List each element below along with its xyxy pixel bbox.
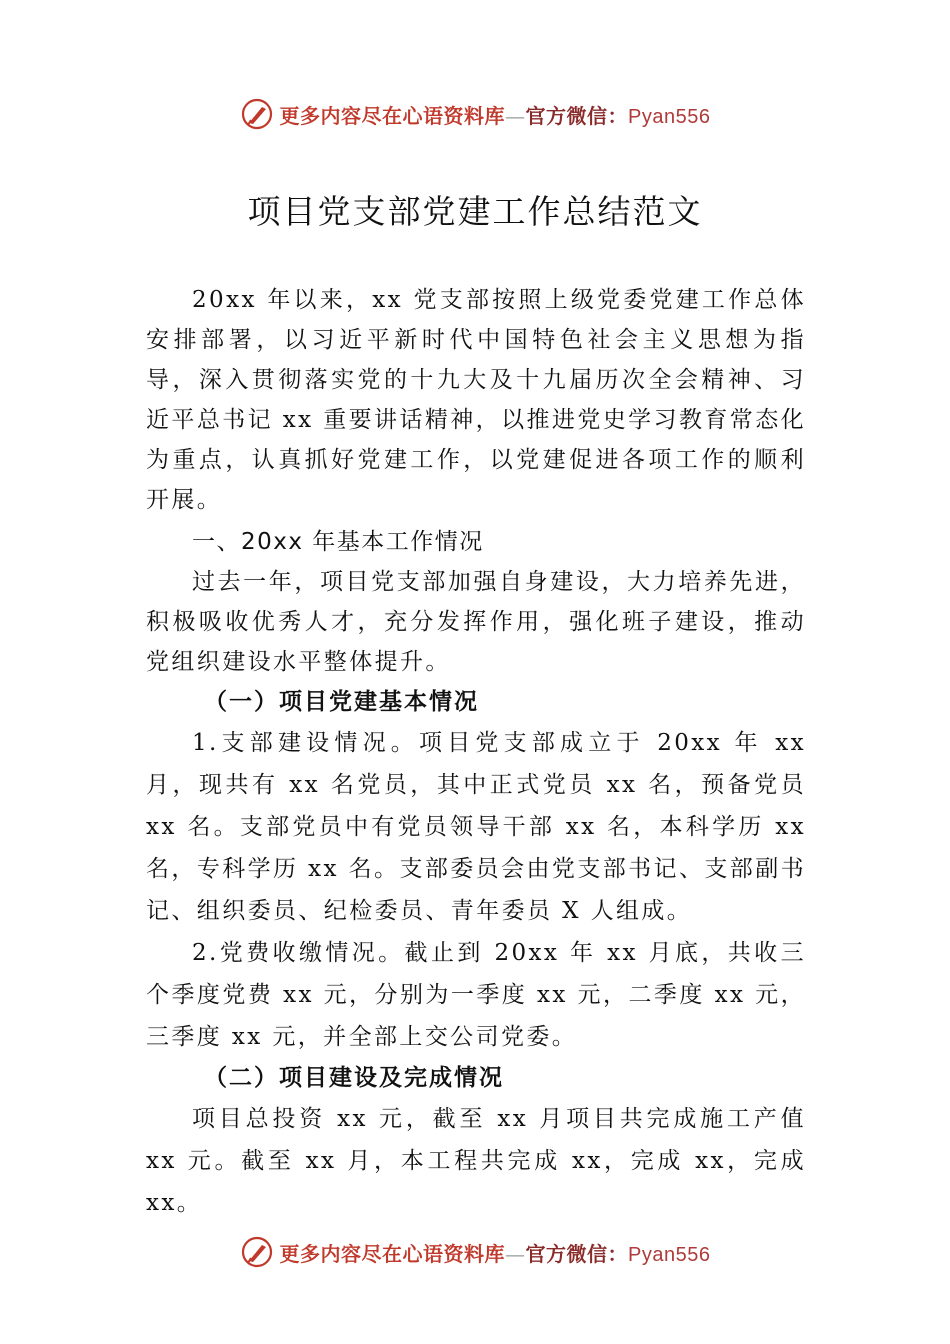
banner-separator: —	[505, 1241, 526, 1266]
banner-brand: 更多内容尽在心语资料库	[279, 103, 506, 128]
banner-wechat-label: 官方微信：	[525, 1241, 629, 1266]
paragraph-overview: 过去一年，项目党支部加强自身建设，大力培养先进，积极吸收优秀人才，充分发挥作用，强化班子建设，推动党组织建设水平整体提升。	[146, 569, 806, 675]
paragraph-branch-building: 1.支部建设情况。项目党支部成立于 20xx 年 xx 月，现共有 xx 名党员，其中正式党员 xx 名，预备党员 xx 名。支部党员中有党员领导干部 xx 名，本科学历 xx 名，专科学历 xx 名。支部委员会由党支部书记、支部副书记、组织委员、纪检委员、青年委员 X 人组成。	[146, 730, 806, 924]
document-body	[146, 280, 806, 1224]
banner-brand: 更多内容尽在心语资料库	[279, 1241, 506, 1266]
banner-text	[280, 1238, 711, 1267]
banner-wechat-id: Pyan556	[628, 105, 711, 128]
paragraph-project: 项目总投资 xx 元，截至 xx 月项目共完成施工产值 xx 元。截至 xx 月，本工程共完成 xx，完成 xx，完成 xx。	[146, 1106, 806, 1216]
heading-subsection-2: （二）项目建设及完成情况	[204, 1064, 504, 1091]
quill-pen-icon	[240, 1235, 274, 1269]
paragraph-dues: 2.党费收缴情况。截止到 20xx 年 xx 月底，共收三个季度党费 xx 元，分别为一季度 xx 元，二季度 xx 元，三季度 xx 元，并全部上交公司党委。	[146, 940, 806, 1050]
paragraph-intro: 20xx 年以来，xx 党支部按照上级党委党建工作总体安排部署，以习近平新时代中国特色社会主义思想为指导，深入贯彻落实党的十九大及十九届历次全会精神、习近平总书记 xx 重要讲话精神，以推进党史学习教育常态化为重点，认真抓好党建工作，以党建促进各项工作的顺利开展。	[146, 287, 806, 513]
footer-banner	[0, 1232, 950, 1272]
document-title: 项目党支部党建工作总结范文	[247, 192, 703, 231]
header-banner	[0, 94, 950, 134]
banner-wechat-label: 官方微信：	[525, 103, 629, 128]
heading-section-1: 一、20xx 年基本工作情况	[192, 529, 484, 555]
quill-pen-icon	[240, 97, 274, 131]
heading-subsection-1: （一）项目党建基本情况	[204, 688, 479, 715]
banner-separator: —	[505, 103, 526, 128]
banner-wechat-id: Pyan556	[628, 1243, 711, 1266]
banner-text	[280, 100, 711, 129]
